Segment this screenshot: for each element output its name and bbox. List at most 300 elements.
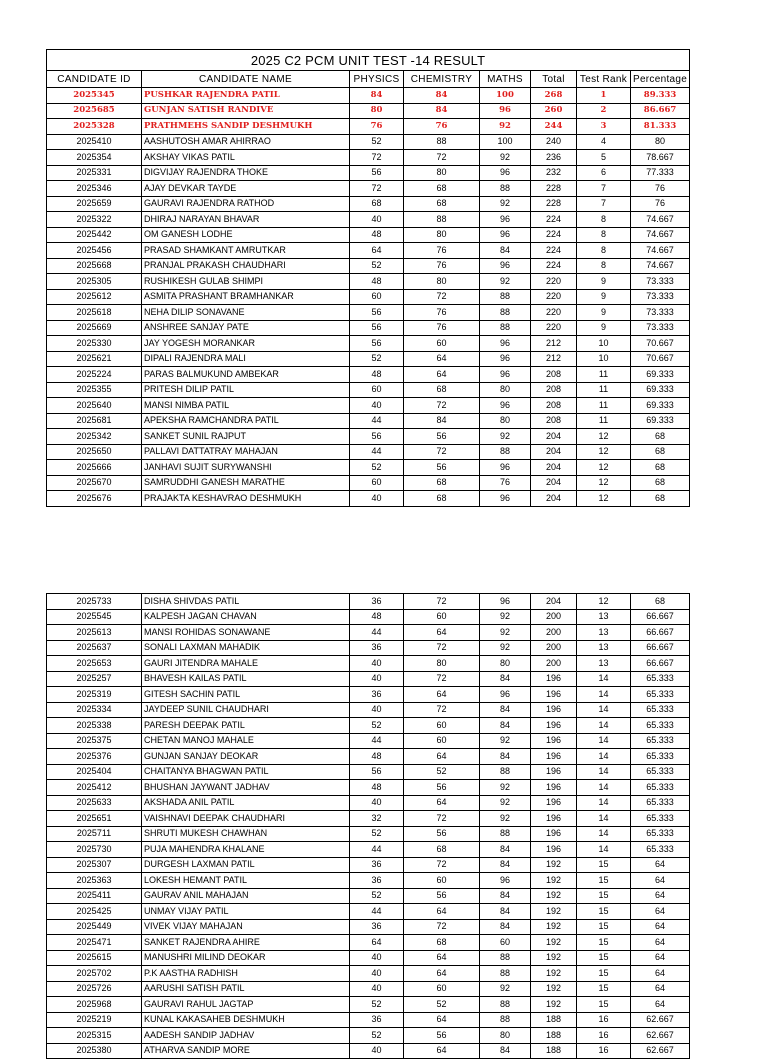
table-row bbox=[47, 764, 690, 780]
table-cell: 200 bbox=[531, 640, 577, 656]
table-cell: 44 bbox=[350, 842, 404, 858]
table-cell: 68 bbox=[404, 935, 480, 951]
table-cell: 80 bbox=[404, 274, 480, 290]
table-cell: 68 bbox=[631, 429, 690, 445]
table-cell: 16 bbox=[577, 1028, 631, 1044]
table-cell: JAY YOGESH MORANKAR bbox=[142, 336, 350, 352]
table-cell: 72 bbox=[350, 181, 404, 197]
table-cell: 196 bbox=[531, 718, 577, 734]
table-cell: 44 bbox=[350, 625, 404, 641]
table-cell: 65.333 bbox=[631, 702, 690, 718]
table-cell: 88 bbox=[480, 997, 531, 1013]
table-cell: 52 bbox=[350, 460, 404, 476]
table-cell: AASHUTOSH AMAR AHIRRAO bbox=[142, 134, 350, 150]
table-row bbox=[47, 243, 690, 259]
table-cell: 52 bbox=[350, 258, 404, 274]
table-cell: SANKET SUNIL RAJPUT bbox=[142, 429, 350, 445]
table-cell: 68 bbox=[404, 842, 480, 858]
table-cell: 84 bbox=[480, 702, 531, 718]
column-header: PHYSICS bbox=[350, 71, 404, 88]
table-cell: 64 bbox=[631, 981, 690, 997]
table-cell: 77.333 bbox=[631, 165, 690, 181]
table-cell: 15 bbox=[577, 904, 631, 920]
table-cell: 192 bbox=[531, 981, 577, 997]
table-cell: JAYDEEP SUNIL CHAUDHARI bbox=[142, 702, 350, 718]
table-cell: 192 bbox=[531, 857, 577, 873]
table-cell: 69.333 bbox=[631, 367, 690, 383]
table-cell: 2025363 bbox=[47, 873, 142, 889]
table-cell: 65.333 bbox=[631, 733, 690, 749]
table-cell: 52 bbox=[350, 888, 404, 904]
table-cell: PRASAD SHAMKANT AMRUTKAR bbox=[142, 243, 350, 259]
table-cell: 68 bbox=[404, 491, 480, 507]
table-cell: 15 bbox=[577, 997, 631, 1013]
table-cell: 196 bbox=[531, 764, 577, 780]
table-cell: 260 bbox=[531, 103, 577, 119]
table-cell: 15 bbox=[577, 857, 631, 873]
table-cell: 64 bbox=[631, 966, 690, 982]
table-cell: 70.667 bbox=[631, 336, 690, 352]
table-cell: 72 bbox=[404, 444, 480, 460]
table-cell: PARAS BALMUKUND AMBEKAR bbox=[142, 367, 350, 383]
table-cell: 84 bbox=[350, 88, 404, 104]
table-row bbox=[47, 289, 690, 305]
table-cell: 96 bbox=[480, 103, 531, 119]
table-cell: AKSHAY VIKAS PATIL bbox=[142, 150, 350, 166]
table-cell: 2025345 bbox=[47, 88, 142, 104]
table-cell: 14 bbox=[577, 764, 631, 780]
table-cell: 15 bbox=[577, 935, 631, 951]
table-row bbox=[47, 919, 690, 935]
table-cell: 1 bbox=[577, 88, 631, 104]
table-cell: VIVEK VIJAY MAHAJAN bbox=[142, 919, 350, 935]
table-cell: 2025219 bbox=[47, 1012, 142, 1028]
table-cell: 40 bbox=[350, 702, 404, 718]
table-cell: 2025257 bbox=[47, 671, 142, 687]
table-cell: 2025618 bbox=[47, 305, 142, 321]
table-cell: 14 bbox=[577, 795, 631, 811]
table-cell: 88 bbox=[480, 444, 531, 460]
column-header-row bbox=[47, 71, 690, 88]
table-cell: 64 bbox=[404, 351, 480, 367]
table-cell: 65.333 bbox=[631, 671, 690, 687]
table-cell: 188 bbox=[531, 1043, 577, 1059]
table-cell: 5 bbox=[577, 150, 631, 166]
table-cell: 72 bbox=[404, 398, 480, 414]
table-cell: 2025615 bbox=[47, 950, 142, 966]
table-cell: PRANJAL PRAKASH CHAUDHARI bbox=[142, 258, 350, 274]
table-cell: 14 bbox=[577, 826, 631, 842]
table-row bbox=[47, 811, 690, 827]
table-cell: 64 bbox=[404, 966, 480, 982]
table-cell: 2025685 bbox=[47, 103, 142, 119]
table-cell: 88 bbox=[480, 320, 531, 336]
table-cell: PALLAVI DATTATRAY MAHAJAN bbox=[142, 444, 350, 460]
table-cell: PRAJAKTA KESHAVRAO DESHMUKH bbox=[142, 491, 350, 507]
table-row bbox=[47, 1028, 690, 1044]
table-cell: 60 bbox=[404, 336, 480, 352]
table-cell: 208 bbox=[531, 367, 577, 383]
table-cell: 96 bbox=[480, 460, 531, 476]
table-cell: 62.667 bbox=[631, 1028, 690, 1044]
table-cell: PRITESH DILIP PATIL bbox=[142, 382, 350, 398]
table-cell: 14 bbox=[577, 780, 631, 796]
table-cell: 2025650 bbox=[47, 444, 142, 460]
table-cell: SANKET RAJENDRA AHIRE bbox=[142, 935, 350, 951]
table-cell: 84 bbox=[480, 243, 531, 259]
table-cell: 36 bbox=[350, 594, 404, 610]
table-cell: 4 bbox=[577, 134, 631, 150]
table-cell: 92 bbox=[480, 196, 531, 212]
table-cell: 56 bbox=[404, 780, 480, 796]
table-cell: 2025733 bbox=[47, 594, 142, 610]
table-cell: 2025621 bbox=[47, 351, 142, 367]
table-row bbox=[47, 702, 690, 718]
table-cell: 52 bbox=[350, 718, 404, 734]
table-cell: 74.667 bbox=[631, 243, 690, 259]
table-cell: 56 bbox=[350, 764, 404, 780]
table-cell: CHAITANYA BHAGWAN PATIL bbox=[142, 764, 350, 780]
table-cell: 64 bbox=[404, 367, 480, 383]
table-cell: 96 bbox=[480, 398, 531, 414]
table-cell: 73.333 bbox=[631, 274, 690, 290]
table-cell: AKSHADA ANIL PATIL bbox=[142, 795, 350, 811]
table-cell: 66.667 bbox=[631, 609, 690, 625]
table-cell: 80 bbox=[404, 227, 480, 243]
table-cell: 64 bbox=[350, 935, 404, 951]
table-cell: 40 bbox=[350, 212, 404, 228]
table-cell: 40 bbox=[350, 795, 404, 811]
table-cell: 60 bbox=[404, 733, 480, 749]
table-cell: 12 bbox=[577, 594, 631, 610]
table-cell: 66.667 bbox=[631, 656, 690, 672]
table-cell: 68 bbox=[631, 594, 690, 610]
table-row bbox=[47, 382, 690, 398]
table-cell: 48 bbox=[350, 227, 404, 243]
table-cell: 48 bbox=[350, 274, 404, 290]
table-row bbox=[47, 274, 690, 290]
table-cell: 64 bbox=[404, 749, 480, 765]
table-cell: 13 bbox=[577, 656, 631, 672]
table-cell: 40 bbox=[350, 398, 404, 414]
table-row bbox=[47, 305, 690, 321]
table-cell: 68 bbox=[350, 196, 404, 212]
table-row bbox=[47, 165, 690, 181]
table-cell: 68 bbox=[404, 181, 480, 197]
table-cell: 89.333 bbox=[631, 88, 690, 104]
table-cell: 80 bbox=[404, 656, 480, 672]
table-cell: 60 bbox=[404, 609, 480, 625]
table-cell: 196 bbox=[531, 671, 577, 687]
table-cell: 192 bbox=[531, 966, 577, 982]
table-cell: 88 bbox=[480, 826, 531, 842]
table-row bbox=[47, 1012, 690, 1028]
table-cell: 52 bbox=[404, 997, 480, 1013]
table-cell: 64 bbox=[631, 857, 690, 873]
table-cell: 12 bbox=[577, 429, 631, 445]
topper-row bbox=[47, 103, 690, 119]
table-cell: 15 bbox=[577, 950, 631, 966]
table-row bbox=[47, 780, 690, 796]
table-cell: 8 bbox=[577, 227, 631, 243]
table-cell: 96 bbox=[480, 227, 531, 243]
table-cell: 72 bbox=[404, 857, 480, 873]
table-cell: 212 bbox=[531, 336, 577, 352]
table-cell: 96 bbox=[480, 491, 531, 507]
table-cell: 268 bbox=[531, 88, 577, 104]
table-cell: 3 bbox=[577, 119, 631, 135]
table-cell: 60 bbox=[404, 718, 480, 734]
table-cell: 68 bbox=[404, 196, 480, 212]
table-cell: 96 bbox=[480, 165, 531, 181]
table-cell: 48 bbox=[350, 609, 404, 625]
table-cell: 88 bbox=[480, 289, 531, 305]
table-cell: 48 bbox=[350, 780, 404, 796]
table-cell: 92 bbox=[480, 150, 531, 166]
table-cell: 220 bbox=[531, 305, 577, 321]
table-cell: 70.667 bbox=[631, 351, 690, 367]
table-cell: 84 bbox=[480, 857, 531, 873]
table-cell: 64 bbox=[631, 888, 690, 904]
table-cell: 200 bbox=[531, 656, 577, 672]
table-cell: 8 bbox=[577, 258, 631, 274]
table-cell: GITESH SACHIN PATIL bbox=[142, 687, 350, 703]
column-header: CHEMISTRY bbox=[404, 71, 480, 88]
table-cell: 36 bbox=[350, 919, 404, 935]
table-cell: 62.667 bbox=[631, 1043, 690, 1059]
table-cell: 11 bbox=[577, 367, 631, 383]
table-cell: 2025637 bbox=[47, 640, 142, 656]
table-cell: 88 bbox=[404, 134, 480, 150]
table-row bbox=[47, 857, 690, 873]
table-cell: GAURAVI RAHUL JAGTAP bbox=[142, 997, 350, 1013]
table-row bbox=[47, 640, 690, 656]
table-cell: 88 bbox=[404, 212, 480, 228]
table-cell: 14 bbox=[577, 749, 631, 765]
table-cell: 2025471 bbox=[47, 935, 142, 951]
table-cell: 92 bbox=[480, 625, 531, 641]
table-cell: 64 bbox=[404, 1043, 480, 1059]
table-row bbox=[47, 966, 690, 982]
table-cell: AARUSHI SATISH PATIL bbox=[142, 981, 350, 997]
table-cell: 2 bbox=[577, 103, 631, 119]
table-cell: 14 bbox=[577, 733, 631, 749]
table-cell: 68 bbox=[631, 444, 690, 460]
table-cell: 44 bbox=[350, 904, 404, 920]
table-cell: 80 bbox=[350, 103, 404, 119]
table-cell: 2025968 bbox=[47, 997, 142, 1013]
table-cell: 48 bbox=[350, 367, 404, 383]
table-cell: 65.333 bbox=[631, 687, 690, 703]
table-cell: 8 bbox=[577, 212, 631, 228]
table-cell: 12 bbox=[577, 444, 631, 460]
table-row bbox=[47, 320, 690, 336]
table-cell: 56 bbox=[404, 429, 480, 445]
table-cell: 11 bbox=[577, 382, 631, 398]
table-cell: 88 bbox=[480, 181, 531, 197]
table-cell: 192 bbox=[531, 904, 577, 920]
table-cell: PUSHKAR RAJENDRA PATIL bbox=[142, 88, 350, 104]
table-cell: 2025449 bbox=[47, 919, 142, 935]
table-cell: ATHARVA SANDIP MORE bbox=[142, 1043, 350, 1059]
table-cell: 65.333 bbox=[631, 718, 690, 734]
table-cell: 64 bbox=[631, 873, 690, 889]
table-cell: 16 bbox=[577, 1012, 631, 1028]
table-cell: 72 bbox=[404, 150, 480, 166]
table-cell: 69.333 bbox=[631, 413, 690, 429]
table-cell: 2025681 bbox=[47, 413, 142, 429]
table-cell: 2025355 bbox=[47, 382, 142, 398]
table-cell: 2025676 bbox=[47, 491, 142, 507]
table-row bbox=[47, 413, 690, 429]
table-cell: 92 bbox=[480, 733, 531, 749]
table-cell: 40 bbox=[350, 950, 404, 966]
table-row bbox=[47, 429, 690, 445]
table-row bbox=[47, 398, 690, 414]
table-row bbox=[47, 749, 690, 765]
table-row bbox=[47, 625, 690, 641]
table-cell: 2025730 bbox=[47, 842, 142, 858]
table-cell: 2025224 bbox=[47, 367, 142, 383]
table-cell: 80 bbox=[404, 165, 480, 181]
table-cell: 65.333 bbox=[631, 842, 690, 858]
table-cell: 204 bbox=[531, 594, 577, 610]
table-cell: 204 bbox=[531, 444, 577, 460]
table-cell: 236 bbox=[531, 150, 577, 166]
table-cell: 8 bbox=[577, 243, 631, 259]
table-row bbox=[47, 212, 690, 228]
table-cell: 14 bbox=[577, 687, 631, 703]
table-cell: 232 bbox=[531, 165, 577, 181]
table-cell: 2025307 bbox=[47, 857, 142, 873]
table-cell: 76 bbox=[404, 258, 480, 274]
table-cell: 240 bbox=[531, 134, 577, 150]
table-cell: MANUSHRI MILIND DEOKAR bbox=[142, 950, 350, 966]
table-cell: 86.667 bbox=[631, 103, 690, 119]
table-cell: P.K AASTHA RADHISH bbox=[142, 966, 350, 982]
table-cell: MANSI ROHIDAS SONAWANE bbox=[142, 625, 350, 641]
table-cell: 96 bbox=[480, 367, 531, 383]
table-cell: 60 bbox=[350, 289, 404, 305]
table-cell: 2025425 bbox=[47, 904, 142, 920]
table-cell: 2025456 bbox=[47, 243, 142, 259]
table-cell: 44 bbox=[350, 444, 404, 460]
table-cell: 60 bbox=[404, 981, 480, 997]
table-cell: 64 bbox=[404, 795, 480, 811]
table-cell: 48 bbox=[350, 749, 404, 765]
table-cell: 13 bbox=[577, 625, 631, 641]
table-cell: 2025305 bbox=[47, 274, 142, 290]
table-cell: 14 bbox=[577, 811, 631, 827]
table-cell: 92 bbox=[480, 640, 531, 656]
table-cell: 9 bbox=[577, 305, 631, 321]
table-cell: DURGESH LAXMAN PATIL bbox=[142, 857, 350, 873]
table-cell: 196 bbox=[531, 826, 577, 842]
column-header: MATHS bbox=[480, 71, 531, 88]
table-cell: 6 bbox=[577, 165, 631, 181]
table-cell: 9 bbox=[577, 289, 631, 305]
table-cell: 64 bbox=[404, 1012, 480, 1028]
table-cell: 52 bbox=[350, 997, 404, 1013]
table-cell: 64 bbox=[404, 904, 480, 920]
table-cell: 2025726 bbox=[47, 981, 142, 997]
table-cell: 52 bbox=[404, 764, 480, 780]
table-cell: 76 bbox=[404, 320, 480, 336]
table-cell: 11 bbox=[577, 413, 631, 429]
table-cell: 224 bbox=[531, 212, 577, 228]
table-cell: 15 bbox=[577, 873, 631, 889]
table-cell: 2025354 bbox=[47, 150, 142, 166]
table-cell: 92 bbox=[480, 795, 531, 811]
table-cell: JANHAVI SUJIT SURYWANSHI bbox=[142, 460, 350, 476]
table-cell: 76 bbox=[631, 196, 690, 212]
table-cell: 2025404 bbox=[47, 764, 142, 780]
table-row bbox=[47, 134, 690, 150]
table-row bbox=[47, 997, 690, 1013]
table-cell: 2025376 bbox=[47, 749, 142, 765]
table-cell: 192 bbox=[531, 873, 577, 889]
table-cell: 192 bbox=[531, 919, 577, 935]
table-cell: 96 bbox=[480, 594, 531, 610]
result-table-part-1 bbox=[46, 49, 690, 507]
table-cell: 2025328 bbox=[47, 119, 142, 135]
table-cell: 2025410 bbox=[47, 134, 142, 150]
table-row bbox=[47, 1043, 690, 1059]
table-cell: 196 bbox=[531, 842, 577, 858]
table-cell: AJAY DEVKAR TAYDE bbox=[142, 181, 350, 197]
table-cell: 68 bbox=[631, 491, 690, 507]
table-cell: 2025545 bbox=[47, 609, 142, 625]
table-cell: 96 bbox=[480, 258, 531, 274]
table-cell: 78.667 bbox=[631, 150, 690, 166]
table-cell: ASMITA PRASHANT BRAMHANKAR bbox=[142, 289, 350, 305]
table-cell: 62.667 bbox=[631, 1012, 690, 1028]
table-cell: 72 bbox=[404, 640, 480, 656]
table-cell: 74.667 bbox=[631, 258, 690, 274]
table-cell: 2025338 bbox=[47, 718, 142, 734]
table-cell: 44 bbox=[350, 733, 404, 749]
table-cell: 72 bbox=[404, 671, 480, 687]
table-row bbox=[47, 594, 690, 610]
table-cell: 84 bbox=[404, 103, 480, 119]
table-cell: 56 bbox=[404, 888, 480, 904]
page-title: 2025 C2 PCM UNIT TEST -14 RESULT bbox=[47, 50, 690, 71]
table-row bbox=[47, 671, 690, 687]
column-header: Percentage bbox=[631, 71, 690, 88]
table-cell: 188 bbox=[531, 1012, 577, 1028]
table-cell: 64 bbox=[631, 904, 690, 920]
table-cell: 15 bbox=[577, 888, 631, 904]
table-cell: 192 bbox=[531, 950, 577, 966]
table-row bbox=[47, 888, 690, 904]
table-cell: 65.333 bbox=[631, 795, 690, 811]
table-cell: 56 bbox=[350, 336, 404, 352]
table-cell: 200 bbox=[531, 625, 577, 641]
table-cell: 52 bbox=[350, 134, 404, 150]
table-cell: 68 bbox=[404, 382, 480, 398]
table-cell: 84 bbox=[404, 413, 480, 429]
table-cell: 72 bbox=[404, 702, 480, 718]
table-cell: SONALI LAXMAN MAHADIK bbox=[142, 640, 350, 656]
table-cell: BHUSHAN JAYWANT JADHAV bbox=[142, 780, 350, 796]
table-cell: 64 bbox=[631, 997, 690, 1013]
topper-row bbox=[47, 88, 690, 104]
column-header: CANDIDATE ID bbox=[47, 71, 142, 88]
table-cell: 84 bbox=[480, 1043, 531, 1059]
table-cell: KUNAL KAKASAHEB DESHMUKH bbox=[142, 1012, 350, 1028]
table-cell: 188 bbox=[531, 1028, 577, 1044]
result-table-part-2 bbox=[46, 593, 690, 1059]
